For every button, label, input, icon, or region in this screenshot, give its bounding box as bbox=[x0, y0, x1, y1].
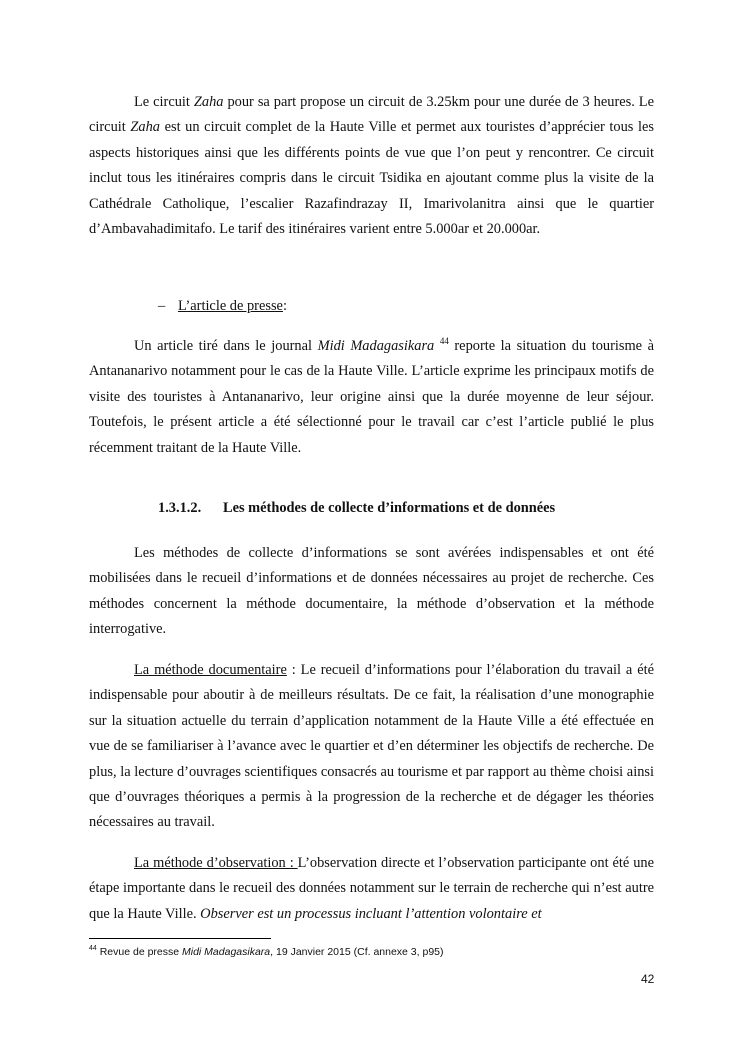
bullet-label: L’article de presse bbox=[178, 298, 283, 314]
section-title: Les méthodes de collecte d’informations et de données bbox=[223, 500, 556, 516]
text: L’observation directe et l’observation participante ont été une étape importante dans le recueil des données notamment sur le terrain de recherche qui n’est autre que la Haute Ville. bbox=[89, 855, 655, 922]
italic-term: Zaha bbox=[130, 119, 160, 136]
text: : Le recueil d’informations pour l’élaboration du travail a été indispensable pour aboutir à de meilleurs résultats. De ce fait, la réalisation d’une monographie sur la situation actuelle du terrain d’application notamment de la Haute Ville a été effectuée en vue de se familiariser à l’avance avec le quartier et d’en déterminer les objectifs de recherche. De plus, la lecture d’ouvrages scientifiques consacrés au tourisme et par rapport au thème choisi ainsi que d’ouvrages théoriques a permis à la progression de la recherche et de dégager les théories nécessaires au travail. bbox=[89, 662, 654, 831]
text: Revue de presse bbox=[96, 946, 183, 958]
bullet-colon: : bbox=[282, 298, 287, 314]
italic-journal: Midi Madagasikara bbox=[317, 338, 435, 354]
paragraph-methode-documentaire bbox=[89, 658, 654, 836]
footnote-number: 44 bbox=[89, 945, 97, 952]
page-number: 42 bbox=[641, 972, 655, 986]
paragraph-methodes bbox=[89, 541, 654, 643]
italic-term: Zaha bbox=[193, 94, 224, 110]
footnote bbox=[89, 944, 444, 960]
text: Un article tiré dans le journal bbox=[134, 338, 318, 354]
text: Les méthodes de collecte d’informations se sont avérées indispensables et ont été mobilisées dans le recueil d’informations et de données nécessaires au projet de recherche. Ces méthodes concernent la méthode documentaire, la méthode d’observation et la méthode interrogative. bbox=[89, 545, 654, 638]
footnote-divider bbox=[89, 938, 271, 939]
text: reporte la situation du tourisme à Antananarivo notamment pour le cas de la Haute Ville. L’article exprime les principaux motifs de visite des touristes à Antananarivo, leur origine ainsi que la durée moyenne de leur séjour. Toutefois, le présent article a été sélectionné pour le travail car c’est l’article publié le plus récemment traitant de la Haute Ville. bbox=[89, 338, 654, 456]
text: , 19 Janvier 2015 (Cf. annexe 3, p95) bbox=[270, 946, 444, 958]
underlined-label: La méthode d’observation : bbox=[134, 855, 298, 871]
paragraph-methode-observation bbox=[89, 851, 654, 927]
text: Le circuit bbox=[134, 94, 194, 110]
section-number: 1.3.1.2. bbox=[158, 500, 202, 516]
paragraph-article-presse bbox=[89, 334, 654, 461]
text: pour sa part propose un circuit de 3.25km pour une durée de 3 heures. Le circuit bbox=[89, 94, 654, 136]
text: est un circuit complet de la Haute Ville et permet aux touristes d’apprécier tous les aspects historiques ainsi que les différents points de vue que l’on peut y rencontrer. Ce circuit inclut tous les itinéraires compris dans le circuit Tsidika en ajoutant comme plus la visite de la Cathédrale Catholique, l’escalier Razafindrazay II, Imarivolanitra ainsi que le quartier d’Ambavahadimitafo. Le tarif des itinéraires varient entre 5.000ar et 20.000ar. bbox=[89, 119, 654, 238]
bullet-dash: – bbox=[158, 298, 166, 314]
paragraph-circuit-zaha bbox=[89, 90, 654, 242]
underlined-label: La méthode documentaire bbox=[134, 662, 287, 678]
italic-journal: Midi Madagasikara bbox=[182, 946, 271, 958]
italic-text: Observer est un processus incluant l’attention volontaire et bbox=[200, 905, 542, 922]
footnote-ref[interactable]: 44 bbox=[439, 336, 449, 346]
bullet-item-article-presse bbox=[158, 294, 287, 319]
section-heading bbox=[158, 496, 555, 521]
